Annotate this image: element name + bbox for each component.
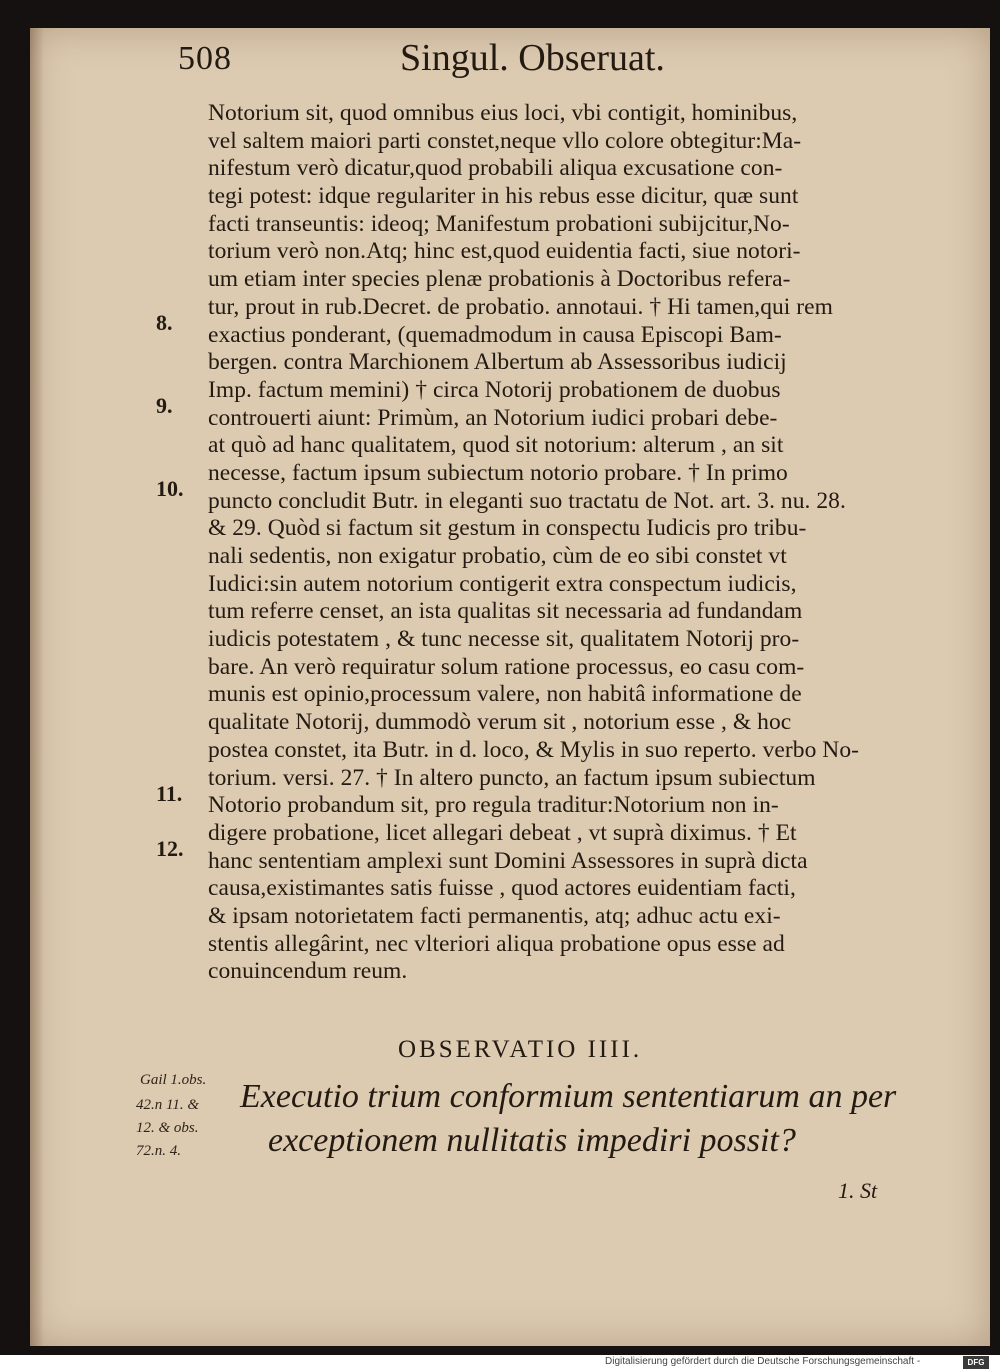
- text-line: Notorio probandum sit, pro regula traditur:Notorium non in-: [208, 792, 779, 819]
- margin-number-9: 9.: [156, 393, 173, 418]
- body-text: [208, 100, 900, 986]
- observation-heading: OBSERVATIO IIII.: [398, 1036, 643, 1063]
- text-line: & 29. Quòd si factum sit gestum in conspectu Iudicis pro tribu-: [208, 515, 807, 542]
- text-line: torium. versi. 27. † In altero puncto, an factum ipsum subiectum: [208, 764, 816, 791]
- text-line: tum referre censet, an ista qualitas sit necessaria ad fundandam: [208, 598, 803, 625]
- margin-number-11: 11.: [156, 781, 183, 806]
- side-gloss-line: 42.n 11. &: [136, 1097, 200, 1113]
- text-line: conuincendum reum.: [208, 958, 408, 985]
- digitization-credit: Digitalisierung gefördert durch die Deutsche Forschungsgemeinschaft -: [605, 1356, 921, 1367]
- text-line: hanc sententiam amplexi sunt Domini Assessores in suprà dicta: [208, 847, 808, 874]
- side-gloss-line: 72.n. 4.: [136, 1143, 181, 1159]
- text-line: nifestum verò dicatur,quod probabili aliqua excusatione con-: [208, 155, 783, 182]
- text-line: at quò ad hanc qualitatem, quod sit notorium: alterum , an sit: [208, 432, 784, 459]
- text-line: nali sedentis, non exigatur probatio, cùm de eo sibi constet vt: [208, 543, 787, 569]
- text-line: Notorium sit, quod omnibus eius loci, vbi contigit, hominibus,: [208, 100, 798, 126]
- text-line: stentis allegârint, nec vlteriori aliqua probatione opus esse ad: [208, 930, 785, 957]
- text-line: Iudici:sin autem notorium contigerit extra conspectum iudicis,: [208, 570, 797, 597]
- text-line: puncto concludit Butr. in eleganti suo tractatu de Not. art. 3. nu. 28.: [208, 487, 846, 514]
- text-line: exactius ponderant, (quemadmodum in causa Episcopi Bam-: [208, 321, 782, 348]
- observation-title-line: Executio trium conformium sententiarum an per: [240, 1078, 897, 1115]
- text-line: tegi potest: idque regulariter in his rebus esse dicitur, quæ sunt: [208, 183, 799, 210]
- text-line: vel saltem maiori parti constet,neque vllo colore obtegitur:Ma-: [208, 127, 802, 154]
- observation-title-line: exceptionem nullitatis impediri possit?: [268, 1122, 796, 1159]
- side-gloss-line: 12. & obs.: [136, 1120, 199, 1136]
- margin-number-12: 12.: [156, 836, 184, 861]
- margin-number-10: 10.: [156, 476, 184, 501]
- page-number: 508: [178, 40, 232, 77]
- catchword: 1. St: [838, 1178, 878, 1203]
- text-line: bare. An verò requiratur solum ratione processus, eo casu com-: [208, 653, 805, 680]
- side-gloss-line: Gail 1.obs.: [140, 1072, 207, 1088]
- text-line: Imp. factum memini) † circa Notorij probationem de duobus: [208, 376, 781, 403]
- text-line: controuerti aiunt: Primùm, an Notorium iudici probari debe-: [208, 404, 778, 431]
- text-line: tur, prout in rub.Decret. de probatio. annotaui. † Hi tamen,qui rem: [208, 293, 833, 320]
- text-line: qualitate Notorij, dummodò verum sit , notorium esse , & hoc: [208, 709, 792, 736]
- running-head: Singul. Obseruat.: [400, 37, 665, 79]
- text-line: bergen. contra Marchionem Albertum ab Assessoribus iudicij: [208, 349, 787, 376]
- margin-number-8: 8.: [156, 310, 173, 335]
- text-line: digere probatione, licet allegari debeat , vt suprà diximus. † Et: [208, 819, 797, 846]
- page-gutter-shadow: [30, 28, 44, 1346]
- text-line: facti transeuntis: ideoq; Manifestum probationi subijcitur,No-: [208, 210, 790, 237]
- text-line: postea constet, ita Butr. in d. loco, & Mylis in suo reperto. verbo No-: [208, 736, 860, 763]
- text-line: um etiam inter species plenæ probationis à Doctoribus refera-: [208, 266, 791, 293]
- text-line: causa,existimantes satis fuisse , quod actores euidentiam facti,: [208, 875, 796, 902]
- text-line: iudicis potestatem , & tunc necesse sit, qualitatem Notorij pro-: [208, 626, 800, 653]
- dfg-logo-icon: DFG: [963, 1356, 989, 1369]
- text-line: necesse, factum ipsum subiectum notorio probare. † In primo: [208, 459, 788, 486]
- text-line: munis est opinio,processum valere, non habitâ informatione de: [208, 681, 802, 708]
- text-line: & ipsam notorietatem facti permanentis, atq; adhuc actu exi-: [208, 902, 781, 929]
- text-line: torium verò non.Atq; hinc est,quod euidentia facti, siue notori-: [208, 238, 801, 265]
